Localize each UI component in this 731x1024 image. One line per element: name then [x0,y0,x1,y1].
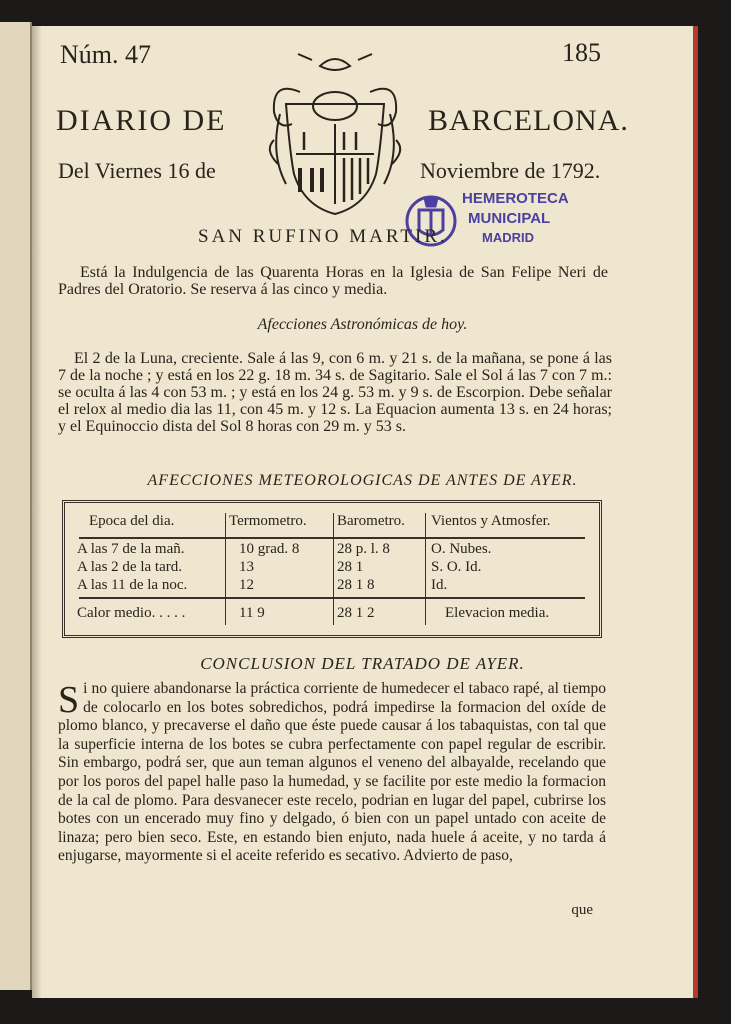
meteorology-heading: AFECCIONES METEOROLOGICAS DE ANTES DE AYER. [147,472,578,489]
col-header-barometro: Barometro. [337,513,405,529]
row-3-term: 12 [239,577,254,593]
row-2-term: 13 [239,559,254,575]
catchword: que [571,902,593,918]
barcelona-coat-of-arms-icon [260,44,410,222]
indulgence-notice: Está la Indulgencia de las Quarenta Horas en la Iglesia de San Felipe Neri de Padres del Oratorio. Se reserva á las cinco y media. [58,264,608,298]
summary-baro: 28 1 2 [337,605,375,621]
row-2-baro: 28 1 [337,559,364,575]
summary-vientos: Elevacion media. [445,605,550,621]
conclusion-text: i no quiere abandonarse la práctica corriente de humedecer el tabaco rapé, al tiempo de colocarlo en los botes sobredichos, podrá impedirse la formacion del oxíde de plomo blanco, y precaverse el daño que éste puede causar á los tabaquistas, con tal que la superficie interna de los botes se cubra perfectamente con papel regular de escribir. Sin embargo, podrá ser, que aun teman algunos el veneno del albayalde, recelando que por los poros del papel halle paso la humedad, y se facilite por este medio la formacion de la cal de plomo. Para desvanecer este recelo, podrian en lugar del papel, cubrirse los botes con un encerado muy fino y delgado, ó bien con un papel untado con aceite de linaza; pero bien seco. Este, en estando bien enjuto, nada huele á aceite, y no tarda á enjugarse, mayormente si el aceite referido es secativo. Advierto de paso, [58,680,606,865]
row-1-epoca: A las 7 de la mañ. [77,541,185,557]
col-header-vientos: Vientos y Atmosfer. [431,513,551,529]
facing-page-edge [0,22,32,990]
row-1-vientos: O. Nubes. [431,541,492,557]
newspaper-page [32,26,698,998]
row-2-epoca: A las 2 de la tard. [77,559,182,575]
astronomy-heading: Afecciones Astronómicas de hoy. [257,316,468,333]
row-3-vientos: Id. [431,577,448,593]
row-1-baro: 28 p. l. 8 [337,541,390,557]
row-3-baro: 28 1 8 [337,577,375,593]
row-3-epoca: A las 11 de la noc. [77,577,188,593]
page-gutter-shadow [32,26,42,998]
conclusion-text-block [58,680,606,866]
issue-number: Núm. 47 [60,40,151,69]
masthead-title-right: BARCELONA. [428,104,629,137]
stamp-line-2: MUNICIPAL [468,210,551,227]
col-header-termometro: Termometro. [229,513,307,529]
drop-cap: S [58,679,80,721]
masthead-title-left: DIARIO DE [56,104,227,137]
summary-term: 11 9 [239,605,265,621]
date-weekday: Del Viernes 16 de [58,158,216,183]
conclusion-heading: CONCLUSION DEL TRATADO DE AYER. [200,654,525,673]
stamp-line-3: MADRID [482,230,534,245]
meteorology-table [62,500,602,638]
summary-epoca: Calor medio. . . . . [77,605,186,621]
date-month-year: Noviembre de 1792. [420,158,601,183]
row-1-term: 10 grad. 8 [239,541,300,557]
stamp-line-1: HEMEROTECA [462,190,569,207]
row-2-vientos: S. O. Id. [431,559,482,575]
col-header-epoca: Epoca del dia. [89,513,175,529]
page-number: 185 [562,38,601,67]
astronomy-text: El 2 de la Luna, creciente. Sale á las 9, con 6 m. y 21 s. de la mañana, se pone á las 7 de la noche ; y está en los 22 g. 18 m. 34 s. de Sagitario. Sale el Sol á las 7 con 7 m.: se oculta á las 4 con 53 m. ; y está en los 24 g. 53 m. y 9 s. de Escorpion. Debe señalar el relox al medio dia las 11, con 45 m. y 12 s. La Equacion aumenta 13 s. en 24 horas; y el Equinoccio dista del Sol 8 horas con 29 m. y 53 s. [58,350,612,435]
saint-of-the-day: SAN RUFINO MARTIR. [198,226,448,247]
